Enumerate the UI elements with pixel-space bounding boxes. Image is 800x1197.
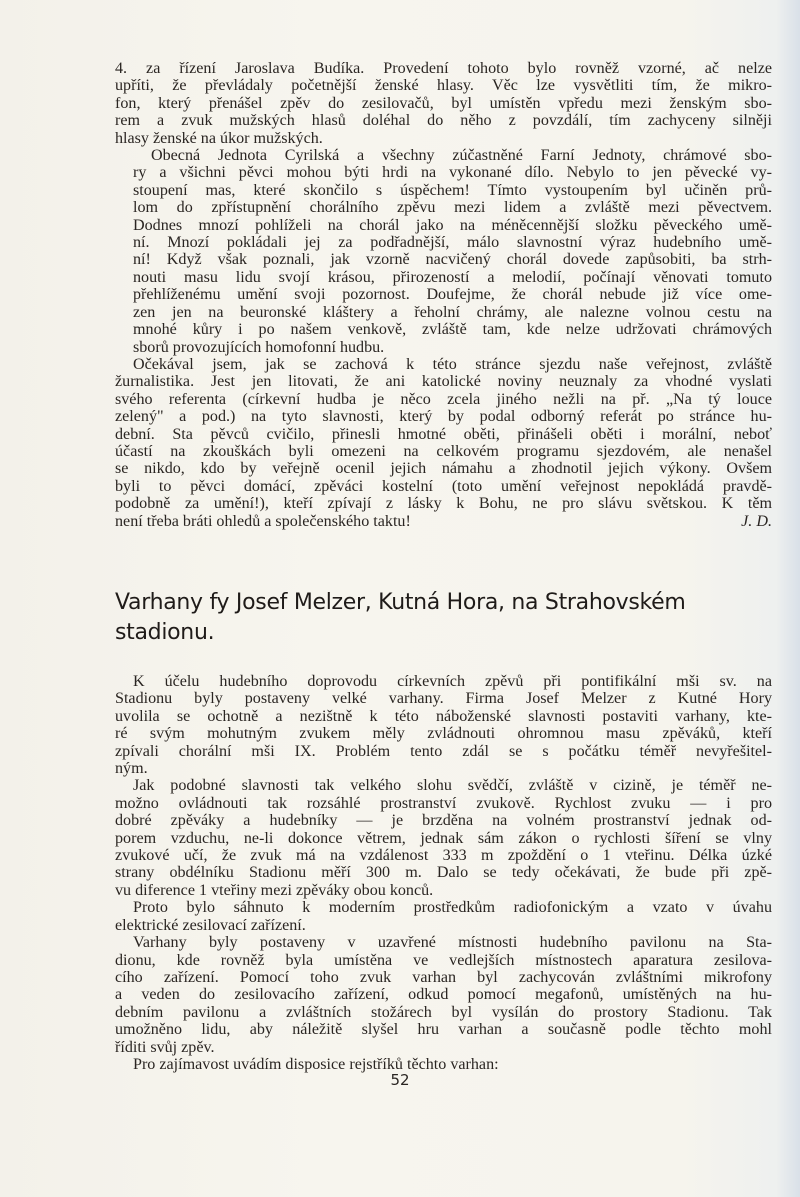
text-line: ry a všichni pěvci mohou býti hrdi na vykonané dílo. Nebylo to jen pěvecké vy-	[133, 164, 772, 182]
text-line: účastí na zkouškách byli omezeni na celkovém programu sjezdovém, ale nenašel	[115, 442, 772, 460]
text-line: hlasy ženské na úkor mužských.	[115, 129, 323, 147]
text-line: vu diference 1 vteřiny mezi zpěváky obou konců.	[115, 881, 434, 899]
paragraph	[115, 934, 772, 1056]
text-line: porem vzduchu, ne-li dokonce větrem, jednak sám zákon o rychlosti šíření se vlny	[115, 829, 772, 847]
article-continuation	[115, 60, 772, 530]
text-line: dobré zpěváky a hudebníky — je brzděna na volném prostranství jednak od-	[115, 812, 772, 830]
text-line: elektrické zesilovací zařízení.	[115, 916, 306, 934]
text-line: nouti masu lidu svojí krásou, přirozeností a melodií, počínají věnovati tomuto	[133, 268, 772, 286]
text-line: svého referenta (církevní hudba je něco zcela jiného nežli na př. „Na tý louce	[115, 390, 772, 408]
text-line: mnohé kůry i po našem venkově, zvláště tam, kde nelze udržovati chrámových	[133, 321, 772, 339]
text-line: uvolila se ochotně a nezištně k této náboženské slavnosti postaviti varhany, kte-	[115, 707, 772, 725]
text-line	[115, 513, 772, 530]
text-line: ré svým mohutným zvukem měly zvládnouti ohromnou masu zpěváků, kteří	[115, 725, 772, 743]
paragraph	[115, 147, 772, 356]
text-line: zen jen na beuronské kláštery a řeholní chrámy, ale nalezne volnou cestu na	[133, 303, 772, 321]
text-line: ní! Když však poznali, jak vzorně nacvičený chorál dovede zapůsobiti, ba strh-	[133, 251, 772, 269]
text-line: a veden do zesilovacího zařízení, odkud pomocí megafonů, umístěných na hu-	[115, 986, 772, 1004]
text-line: zvukové učí, že zvuk má na vzdálenost 333 m zpoždění o 1 vteřinu. Délka úzké	[115, 847, 772, 865]
text-line: Očekával jsem, jak se zachová k této stránce sjezdu naše veřejnost, zvláště	[133, 355, 772, 373]
text-line: se nikdo, kdo by veřejně ocenil jejich námahu a zhodnotil jejich výkony. Ovšem	[115, 460, 772, 478]
text-line: 4. za řízení Jaroslava Budíka. Provedení tohoto bylo rovněž vzorné, ač nelze	[115, 60, 772, 77]
page-number: 52	[390, 1071, 410, 1089]
text-line: cího zařízení. Pomocí toho zvuk varhan byl zachycován zvláštními mikrofony	[115, 968, 772, 986]
paragraph	[115, 899, 772, 934]
paragraph	[115, 673, 772, 777]
text-line: rem a zvuk mužských hlasů doléhal do něho z povzdálí, tím zachyceny silněji	[115, 112, 772, 130]
text-line: Stadionu byly postaveny velké varhany. Firma Josef Melzer z Kutné Hory	[115, 690, 772, 708]
text-line: sborů provozujících homofonní hudbu.	[133, 338, 385, 356]
author-signature: J. D.	[741, 512, 772, 530]
text-line: Obecná Jednota Cyrilská a všechny zúčastněné Farní Jednoty, chrámové sbo-	[151, 147, 772, 165]
text-line-content: není třeba bráti ohledů a společenského taktu!	[115, 512, 411, 530]
text-line: ným.	[115, 760, 148, 778]
text-line: zelený" a pod.) na tyto slavnosti, který by podal odborný referát po stránce hu-	[115, 408, 772, 426]
text-line: strany obdélníku Stadionu měří 300 m. Dalo se tedy očekávati, že bude při zpě-	[115, 864, 772, 882]
text-line: zpívali chorální mši IX. Problém tento zdál se s počátku téměř nevyřešitel-	[115, 742, 772, 760]
text-line: dionu, kde rovněž byla umístěna ve vedlejších místnostech aparatura zesilova-	[115, 951, 772, 969]
text-line: lom do zpřístupnění chorálního zpěvu mezi lidem a zvláště mezi pěvectvem.	[133, 199, 772, 217]
text-line: fon, který přenášel zpěv do zesilovačů, byl umístěn vpředu mezi ženským sbo-	[115, 94, 772, 112]
text-line: K účelu hudebního doprovodu církevních zpěvů při pontifikální mši sv. na	[133, 673, 772, 690]
text-line: Varhany byly postaveny v uzavřené místnosti hudebního pavilonu na Sta-	[133, 934, 772, 952]
section-heading: Varhany fy Josef Melzer, Kutná Hora, na Strahovském stadionu.	[115, 590, 686, 645]
text-line: upříti, že převládaly početnější ženské hlasy. Věc lze vysvětliti tím, že mikro-	[115, 77, 772, 95]
paragraph	[115, 60, 772, 147]
text-line: stoupení mas, které skončilo s úspěchem! Tímto vystoupením byl učiněn prů-	[133, 181, 772, 199]
text-line: umožněno lidu, aby náležitě slyšel hru varhan a současně podle těchto mohl	[115, 1021, 772, 1039]
text-line: debním pavilonu a zvláštních stožárech byl vysílán do prostory Stadionu. Tak	[115, 1003, 772, 1021]
text-line: možno ovládnouti tak rozsáhlé prostranství zvukově. Rychlost zvuku — i pro	[115, 794, 772, 812]
text-line: byli to pěvci domácí, zpěváci kostelní (toto umění veřejnost nepokládá pravdě-	[115, 477, 772, 495]
text-line: dební. Sta pěvců cvičilo, přinesli hmotné oběti, přinášeli oběti i morální, neboť	[115, 425, 772, 443]
paragraph	[115, 777, 772, 899]
text-line: podobně za umění!), kteří zpívají z lásky k Bohu, ne pro slávu světskou. K těm	[115, 495, 772, 513]
paragraph	[115, 356, 772, 530]
text-line: Pro zajímavost uvádím disposice rejstříků těchto varhan:	[133, 1055, 499, 1073]
text-line: Proto bylo sáhnuto k moderním prostředkům radiofonickým a vzato v úvahu	[133, 899, 772, 917]
text-line: ní. Mnozí pokládali jej za podřadnější, málo slavnostní výraz hudebního umě-	[133, 234, 772, 252]
text-line: žurnalistika. Jest jen litovati, že ani katolické noviny neuznaly za vhodné vyslati	[115, 373, 772, 391]
article-body	[115, 673, 772, 1073]
text-line: Jak podobné slavnosti tak velkého slohu svědčí, zvláště v cizině, je téměř ne-	[133, 777, 772, 795]
text-line: říditi svůj zpěv.	[115, 1038, 215, 1056]
text-line: Dodnes mnozí pohlíželi na chorál jako na méněcennější složku pěveckého umě-	[133, 216, 772, 234]
text-line: přehlíženému umění svoji pozornost. Doufejme, že chorál nebude již více ome-	[133, 286, 772, 304]
